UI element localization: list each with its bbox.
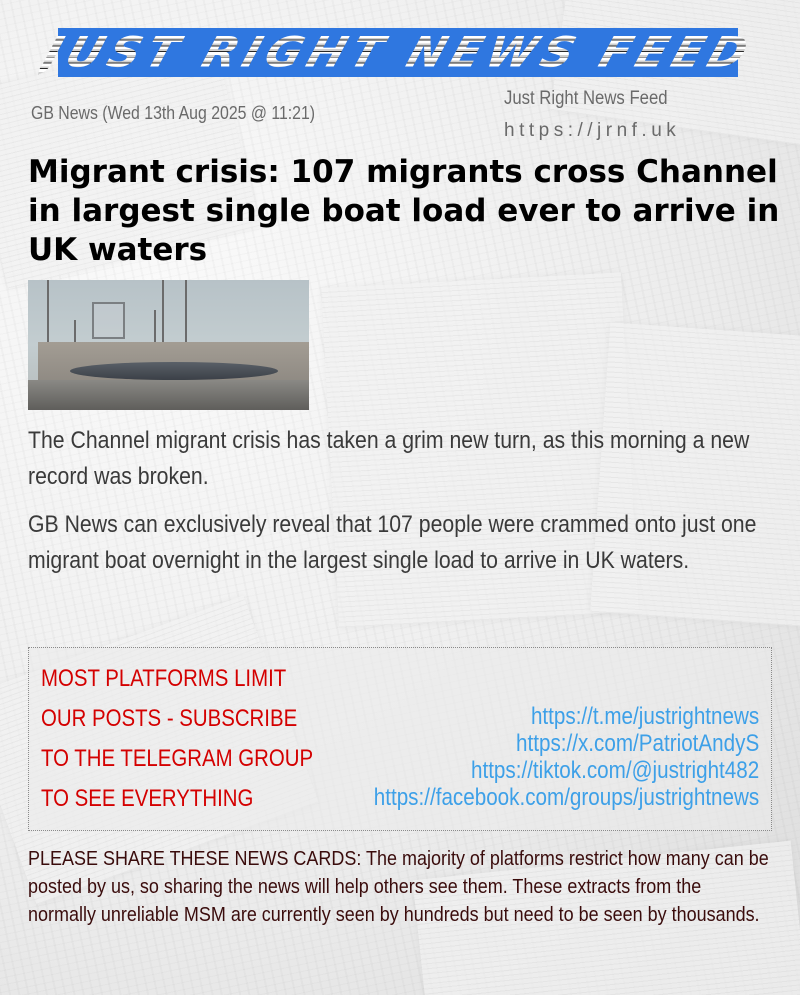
article-paragraph: The Channel migrant crisis has taken a grim new turn, as this morning a new record was broken. (28, 427, 750, 490)
image-pole (154, 310, 156, 345)
brand-name: Just Right News Feed (504, 88, 668, 109)
banner-title: JUST RIGHT NEWS FEED (36, 28, 760, 77)
facebook-link[interactable]: https://facebook.com/groups/justrightnews (373, 784, 759, 811)
image-boat (70, 362, 278, 380)
promo-line: MOST PLATFORMS LIMIT (41, 665, 287, 692)
share-note: PLEASE SHARE THESE NEWS CARDS: The majority of platforms restrict how many can be posted by us, so sharing the news will help others see them. These extracts from the normally unreliable MSM are currently seen by hundreds but need to be seen by thousands. (28, 847, 769, 926)
tiktok-link[interactable]: https://tiktok.com/@justright482 (470, 757, 759, 784)
social-links (311, 703, 759, 811)
site-banner (36, 28, 760, 77)
article-image (28, 280, 309, 410)
image-quay (28, 380, 309, 410)
article-paragraph: GB News can exclusively reveal that 107 people were crammed onto just one migrant boat overnight in the largest single load to arrive in UK waters. (28, 511, 757, 574)
telegram-link[interactable]: https://t.me/justrightnews (530, 703, 759, 730)
promo-line: TO THE TELEGRAM GROUP (41, 745, 314, 772)
promo-line: TO SEE EVERYTHING (41, 785, 254, 812)
x-link[interactable]: https://x.com/PatriotAndyS (515, 730, 759, 757)
image-sign (92, 302, 125, 339)
promo-line: OUR POSTS - SUBSCRIBE (41, 705, 298, 732)
image-pole (47, 280, 49, 345)
source-dateline: GB News (Wed 13th Aug 2025 @ 11:21) (31, 103, 316, 123)
promo-box (28, 647, 772, 831)
article-headline: Migrant crisis: 107 migrants cross Channel in largest single boat load ever to arrive in UK waters (28, 154, 780, 268)
brand-url[interactable]: https://jrnf.uk (504, 120, 681, 141)
